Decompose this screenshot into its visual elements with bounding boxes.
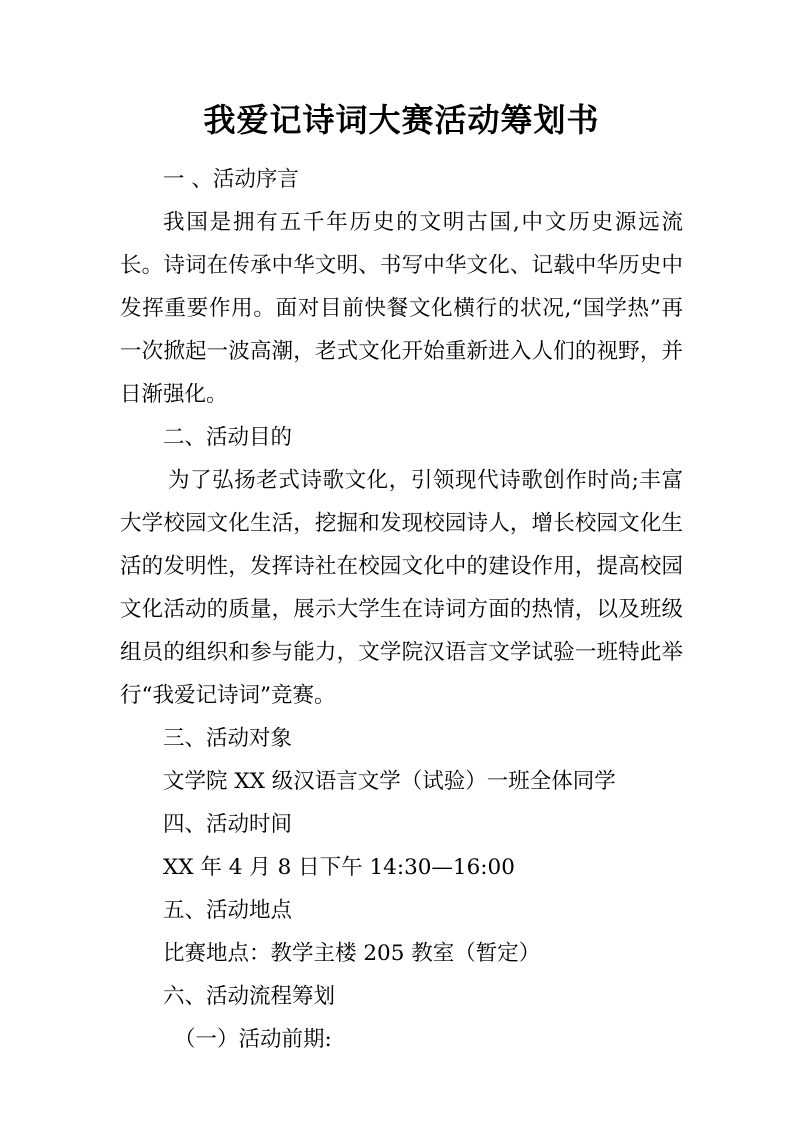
section-heading-time: 四、活动时间 (163, 812, 293, 837)
document-title: 我爱记诗词大赛活动筹划书 (203, 101, 600, 139)
section-body-preface: 我国是拥有五千年历史的文明古国,中文历史源远流长。诗词在传承中华文明、书写中华文化、记载中华历史中发挥重要作用。面对目前快餐文化横行的状况,“国学热”再一次掀起一波高潮，老式文化开始重新进入人们的视野，并日渐强化。 (120, 210, 683, 407)
section-heading-preface: 一 、活动序言 (163, 167, 299, 192)
section-heading-purpose: 二、活动目的 (163, 425, 293, 450)
section-heading-audience: 三、活动对象 (163, 726, 293, 751)
section-subheading-preparation: （一）活动前期: (174, 1027, 332, 1052)
section-body-time: XX 年 4 月 8 日下午 14:30—16:00 (163, 855, 515, 880)
section-body-purpose: 为了弘扬老式诗歌文化，引领现代诗歌创作时尚;丰富大学校园文化生活，挖掘和发现校园诗人，增长校园文化生活的发明性，发挥诗社在校园文化中的建设作用，提高校园文化活动的质量，展示大学生在诗词方面的热情，以及班级组员的组织和参与能力，文学院汉语言文学试验一班特此举行“我爱记诗词”竞赛。 (120, 468, 683, 708)
section-heading-location: 五、活动地点 (163, 898, 293, 923)
section-heading-process: 六、活动流程筹划 (163, 984, 336, 1009)
section-body-audience: 文学院 XX 级汉语言文学（试验）一班全体同学 (163, 769, 616, 794)
section-body-location: 比赛地点：教学主楼 205 教室（暂定） (163, 941, 541, 966)
